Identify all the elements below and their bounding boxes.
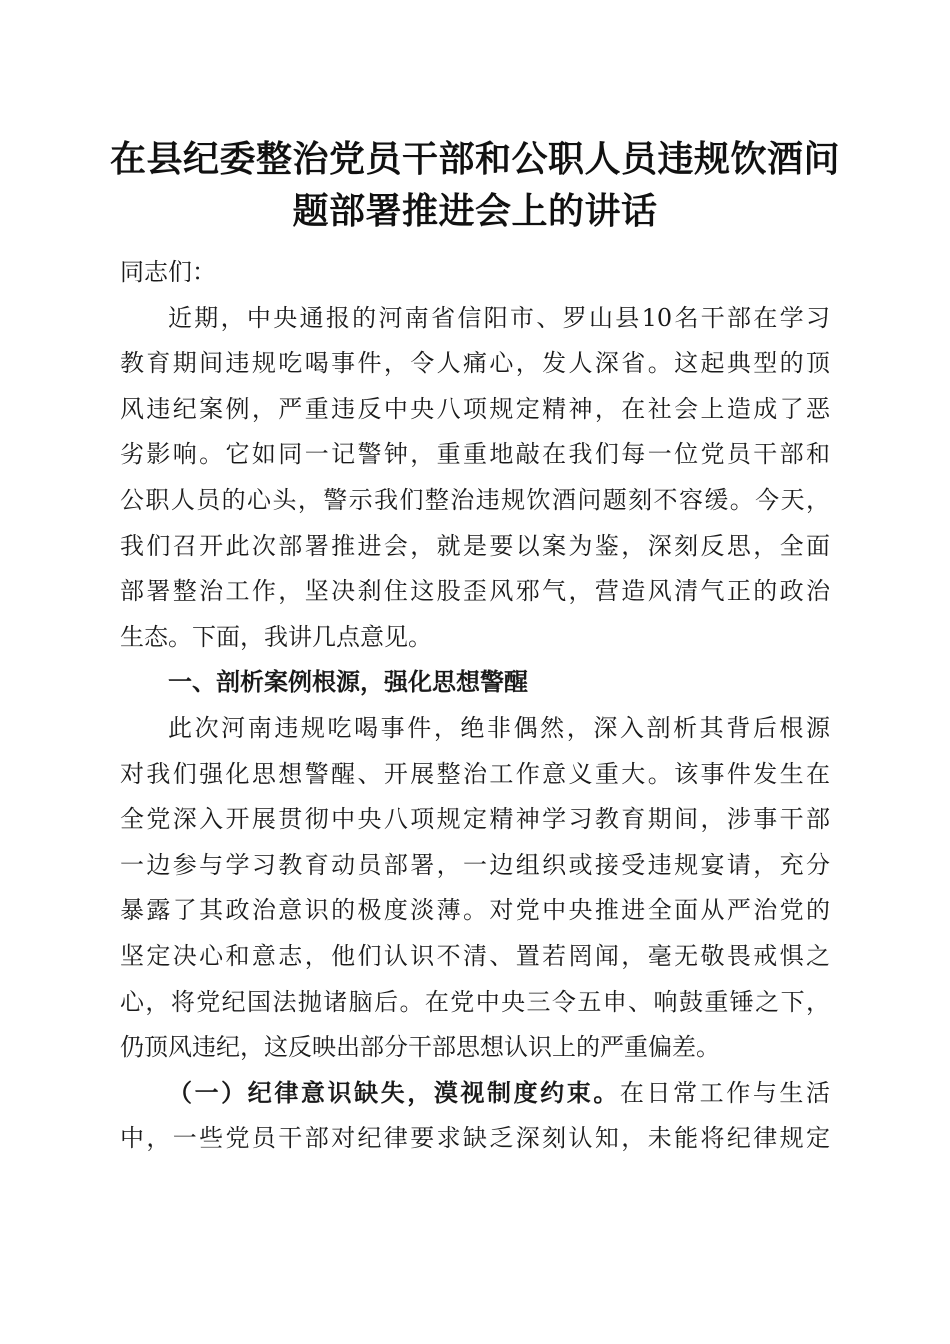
paragraph-line: 中，一些党员干部对纪律要求缺乏深刻认知，未能将纪律规定 — [120, 1124, 830, 1153]
paragraph-line: 教育期间违规吃喝事件，令人痛心，发人深省。这起典型的顶 — [120, 349, 830, 378]
paragraph-line: 劣影响。它如同一记警钟，重重地敲在我们每一位党员干部和 — [120, 440, 830, 469]
subsection-heading-1: （一）纪律意识缺失，漠视制度约束。 — [168, 1078, 620, 1107]
document-title — [100, 133, 850, 237]
section-heading-1: 一、剖析案例根源，强化思想警醒 — [168, 668, 528, 697]
paragraph-line: 部署整治工作，坚决刹住这股歪风邪气，营造风清气正的政治 — [120, 577, 830, 606]
paragraph-analysis — [120, 706, 830, 1071]
salutation: 同志们： — [120, 258, 216, 286]
paragraph-line: 我们召开此次部署推进会，就是要以案为鉴，深刻反思，全面 — [120, 531, 830, 560]
document-body — [120, 250, 830, 1162]
paragraph-line: 仍顶风违纪，这反映出部分干部思想认识上的严重偏差。 — [120, 1033, 720, 1062]
paragraph-line: 此次河南违规吃喝事件，绝非偶然，深入剖析其背后根源 — [168, 713, 830, 742]
paragraph-line: 一边参与学习教育动员部署，一边组织或接受违规宴请，充分 — [120, 850, 830, 879]
paragraph-line: 暴露了其政治意识的极度淡薄。对党中央推进全面从严治党的 — [120, 896, 830, 925]
title-line-1: 在县纪委整治党员干部和公职人员违规饮酒问 — [109, 138, 840, 180]
paragraph-line: 风违纪案例，严重违反中央八项规定精神，在社会上造成了恶 — [120, 394, 830, 423]
title-line-2: 题部署推进会上的讲话 — [292, 190, 658, 232]
paragraph-line: 近期，中央通报的河南省信阳市、罗山县10名干部在学习 — [168, 303, 830, 332]
paragraph-line: 坚定决心和意志，他们认识不清、置若罔闻，毫无敬畏戒惧之 — [120, 941, 830, 970]
subsection-text: 在日常工作与生活 — [619, 1078, 831, 1107]
paragraph-line: 生态。下面，我讲几点意见。 — [120, 622, 432, 651]
subsection-line — [120, 1071, 830, 1117]
paragraph-line: 对我们强化思想警醒、开展整治工作意义重大。该事件发生在 — [120, 759, 830, 788]
paragraph-intro — [120, 296, 830, 661]
paragraph-line: 心，将党纪国法抛诸脑后。在党中央三令五申、响鼓重锤之下， — [120, 987, 830, 1016]
paragraph-line: 公职人员的心头，警示我们整治违规饮酒问题刻不容缓。今天， — [120, 485, 830, 514]
paragraph-line: 全党深入开展贯彻中央八项规定精神学习教育期间，涉事干部 — [120, 805, 830, 834]
